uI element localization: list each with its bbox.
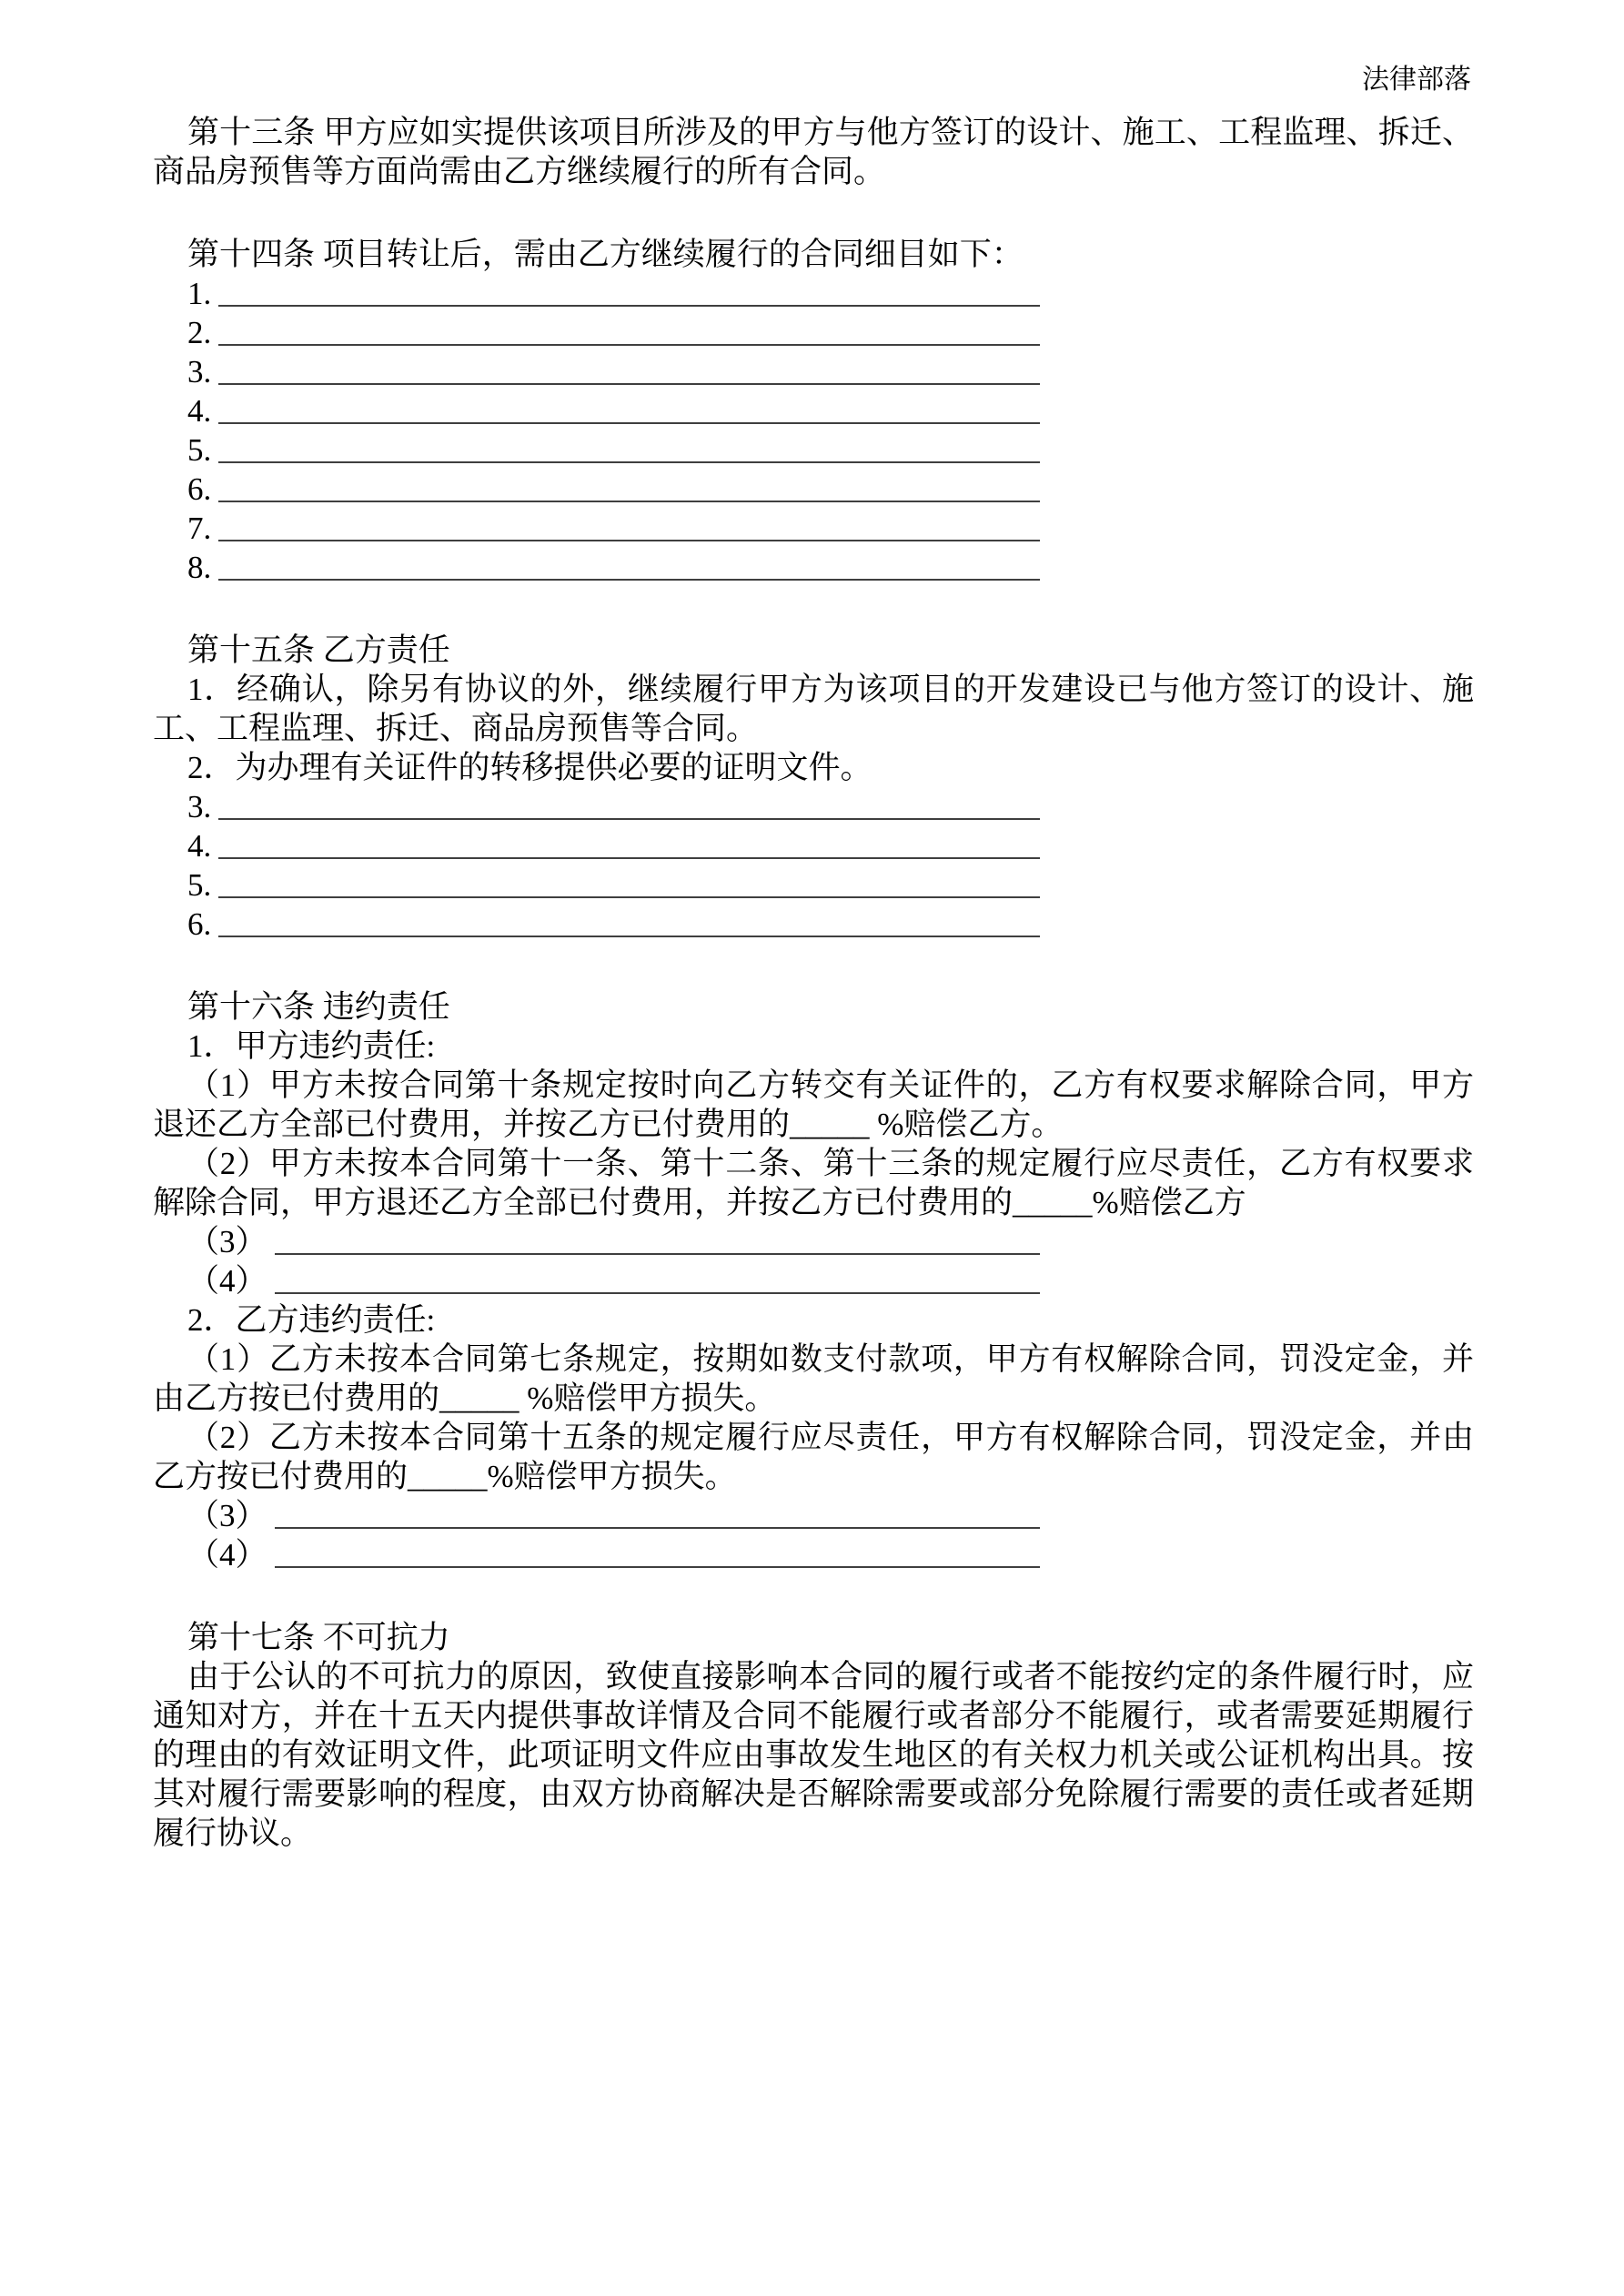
blank-line-number: 7. [187,511,212,546]
article-16-party-b-title: 2．乙方违约责任: [187,1302,436,1338]
article-16-party-b-item-1: （1）乙方未按本合同第七条规定，按期如数支付款项，甲方有权解除合同，罚没定金，并由乙方按已付费用的_____ %赔偿甲方损失。 [153,1341,1474,1416]
blank-line-number: （3） [187,1498,267,1533]
blank-line-item [153,548,1040,587]
blank-fill-line [275,1566,1040,1568]
blank-line-number: 3. [187,789,212,824]
blank-line-number: （4） [187,1263,267,1299]
blank-line-item [153,430,1040,470]
article-14-heading: 第十四条 项目转让后，需由乙方继续履行的合同细目如下： [187,237,1024,272]
blank-line-item [153,1222,1040,1261]
blank-line-item [153,470,1040,509]
blank-line-number: 4. [187,828,212,864]
blank-line-item [153,1261,1040,1300]
article-16-party-a-blank-list [153,1222,1040,1300]
article-16-heading: 第十六条 违约责任 [187,989,450,1025]
blank-line-number: 6. [187,471,212,507]
blank-line-number: （4） [187,1537,267,1573]
blank-fill-line [218,579,1040,581]
site-brand: 法律部落 [1362,65,1471,95]
article-15-blank-list [153,787,1040,944]
article-14-blank-list [153,274,1040,587]
blank-line-item [153,391,1040,430]
blank-fill-line [218,818,1040,820]
blank-line-item [153,352,1040,391]
blank-fill-line [218,422,1040,424]
blank-fill-line [218,383,1040,385]
blank-line-number: 5. [187,867,212,903]
blank-line-number: （3） [187,1224,267,1259]
blank-line-item [153,313,1040,352]
blank-fill-line [218,501,1040,502]
blank-line-item [153,1535,1040,1574]
article-15-item-1: 1．经确认，除另有协议的外，继续履行甲方为该项目的开发建设已与他方签订的设计、施工、工程监理、拆迁、商品房预售等合同。 [153,672,1474,746]
article-16-party-a-item-1: （1）甲方未按合同第十条规定按时向乙方转交有关证件的，乙方有权要求解除合同，甲方退还乙方全部已付费用，并按乙方已付费用的_____ %赔偿乙方。 [153,1067,1474,1142]
blank-line-item [153,826,1040,865]
blank-line-number: 3. [187,354,212,389]
blank-fill-line [275,1527,1040,1529]
blank-fill-line [218,857,1040,859]
blank-line-number: 6. [187,906,212,942]
blank-line-number: 1. [187,276,212,311]
blank-fill-line [218,344,1040,346]
blank-line-number: 5. [187,432,212,468]
document-content [153,113,1474,1853]
blank-line-item [153,1496,1040,1535]
article-16-party-a-item-2: （2）甲方未按本合同第十一条、第十二条、第十三条的规定履行应尽责任，乙方有权要求解除合同，甲方退还乙方全部已付费用，并按乙方已付费用的_____%赔偿乙方 [153,1146,1474,1220]
blank-fill-line [218,461,1040,463]
blank-line-item [153,509,1040,548]
article-16-party-a-title: 1．甲方违约责任: [187,1028,436,1064]
blank-line-item [153,865,1040,905]
blank-fill-line [218,896,1040,898]
blank-fill-line [218,305,1040,307]
article-15-item-2: 2．为办理有关证件的转移提供必要的证明文件。 [187,750,873,785]
article-17-heading: 第十七条 不可抗力 [187,1620,450,1655]
blank-fill-line [218,540,1040,541]
article-16-party-b-item-2: （2）乙方未按本合同第十五条的规定履行应尽责任，甲方有权解除合同，罚没定金，并由乙方按已付费用的_____%赔偿甲方损失。 [153,1420,1474,1494]
blank-line-item [153,905,1040,944]
blank-fill-line [275,1253,1040,1255]
blank-line-number: 8. [187,550,212,585]
blank-line-item [153,787,1040,826]
blank-line-number: 4. [187,393,212,429]
blank-fill-line [218,936,1040,937]
blank-line-item [153,274,1040,313]
article-13-paragraph: 第十三条 甲方应如实提供该项目所涉及的甲方与他方签订的设计、施工、工程监理、拆迁、商品房预售等方面尚需由乙方继续履行的所有合同。 [153,115,1474,189]
article-16-party-b-blank-list [153,1496,1040,1574]
article-15-heading: 第十五条 乙方责任 [187,632,450,668]
blank-line-number: 2. [187,315,212,350]
blank-fill-line [275,1292,1040,1294]
article-17-paragraph: 由于公认的不可抗力的原因，致使直接影响本合同的履行或者不能按约定的条件履行时，应通知对方，并在十五天内提供事故详情及合同不能履行或者部分不能履行，或者需要延期履行的理由的有效证明文件，此项证明文件应由事故发生地区的有关权力机关或公证机构出具。按其对履行需要影响的程度，由双方协商解决是否解除需要或部分免除履行需要的责任或者延期履行协议。 [153,1659,1474,1851]
